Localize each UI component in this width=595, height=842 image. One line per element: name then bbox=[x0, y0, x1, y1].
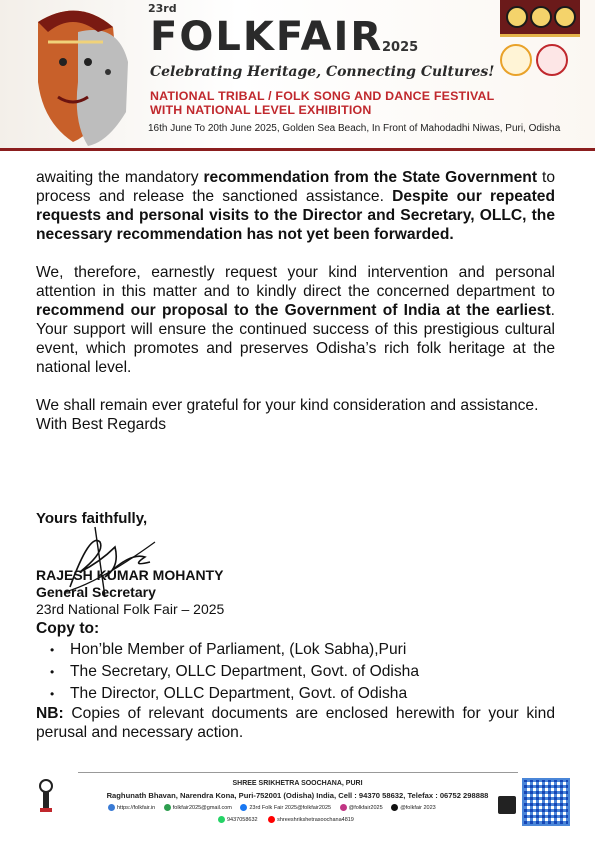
x-text: @folkfair 2023 bbox=[400, 804, 436, 811]
festival-title-line1: NATIONAL TRIBAL / FOLK SONG AND DANCE FESTIVAL bbox=[150, 89, 495, 103]
nb-text: Copies of relevant documents are enclosed herewith for your kind perusal and necessary action. bbox=[36, 705, 555, 741]
folkfair-wordmark: FOLKFAIR bbox=[150, 14, 384, 60]
letterhead-footer bbox=[0, 772, 595, 842]
footer-organization: SHREE SRIKHETRA SOOCHANA, PURI bbox=[232, 780, 363, 787]
footer-address: Raghunath Bhavan, Narendra Kona, Puri-752001 (Odisha) India, Cell : 94370 58632, Telefax : 06752 298888 bbox=[106, 791, 489, 800]
youtube-text: shreeshrikshetrasoochana4819 bbox=[277, 816, 354, 823]
x-icon bbox=[391, 804, 398, 811]
partner-logo-icon bbox=[500, 44, 532, 76]
whatsapp-icon bbox=[218, 816, 225, 823]
ollc-logo-icon bbox=[536, 44, 568, 76]
closing-line: Yours faithfully, bbox=[36, 510, 148, 527]
list-item: • The Secretary, OLLC Department, Govt. of Odisha bbox=[50, 661, 419, 683]
jagannath-deities-icon bbox=[500, 0, 580, 37]
youtube-contact[interactable] bbox=[268, 816, 354, 823]
whatsapp-text: 9437058632 bbox=[227, 816, 258, 823]
facebook-text: 23rd Folk Fair 2025@folkfair2025 bbox=[249, 804, 332, 811]
festival-title-line2: WITH NATIONAL LEVEL EXHIBITION bbox=[150, 103, 372, 117]
footer-divider bbox=[78, 772, 518, 773]
tagline: Celebrating Heritage, Connecting Cultures! bbox=[150, 64, 495, 80]
text-run: awaiting the mandatory bbox=[36, 169, 204, 186]
website-contact[interactable] bbox=[108, 804, 155, 811]
facebook-contact[interactable] bbox=[240, 804, 331, 811]
text-run: to process and release the sanctioned assistance. bbox=[36, 169, 556, 205]
list-item: • The Director, OLLC Department, Govt. of Odisha bbox=[50, 683, 419, 705]
nb-label: NB: bbox=[36, 705, 64, 722]
edition-label: 23rd bbox=[148, 2, 177, 15]
footer-contacts-2 bbox=[218, 816, 363, 823]
footer-contacts bbox=[108, 804, 508, 811]
signatory-event: 23rd National Folk Fair – 2025 bbox=[36, 601, 225, 617]
facebook-icon bbox=[240, 804, 247, 811]
signatory-designation: General Secretary bbox=[36, 584, 156, 600]
email-text: folkfair2025@gmail.com bbox=[172, 804, 232, 811]
instagram-contact[interactable] bbox=[340, 804, 383, 811]
year-label: 2025 bbox=[382, 40, 419, 55]
qr-code-icon bbox=[522, 778, 570, 826]
website-text: https://folkfair.in bbox=[117, 804, 156, 811]
text-run: . Your support will ensure the continued success of this prestigious cultural event, which promotes and preserves Odisha’s rich folk heritage at the national level. bbox=[36, 302, 555, 376]
globe-icon bbox=[108, 804, 115, 811]
event-venue: 16th June To 20th June 2025, Golden Sea Beach, In Front of Mahodadhi Niwas, Puri, Odisha bbox=[148, 123, 561, 134]
paragraph-3: We shall remain ever grateful for your kind consideration and assistance. bbox=[36, 397, 539, 414]
paragraph-1 bbox=[36, 168, 555, 244]
whatsapp-contact[interactable] bbox=[218, 816, 258, 823]
paragraph-2 bbox=[36, 263, 555, 377]
instagram-text: @folkfair2025 bbox=[348, 804, 383, 811]
youtube-icon bbox=[268, 816, 275, 823]
copy-to-list bbox=[50, 639, 419, 705]
letterhead-header bbox=[0, 0, 595, 152]
bold-text-run: recommend our proposal to the Government of India at the earliest bbox=[36, 302, 551, 319]
x-contact[interactable] bbox=[391, 804, 436, 811]
email-contact[interactable] bbox=[164, 804, 232, 811]
bold-text-run: recommendation from the State Government bbox=[203, 169, 538, 186]
tribal-faces-icon bbox=[18, 2, 138, 148]
instagram-icon bbox=[340, 804, 347, 811]
handwritten-signature bbox=[60, 512, 160, 602]
header-divider bbox=[0, 148, 595, 151]
bold-text-run: Despite our repeated requests and personal visits to the Director and Secretary, OLLC, the necessary recommendation has not yet been forwarded. bbox=[36, 188, 555, 243]
text-run: We, therefore, earnestly request your kind intervention and personal attention in this matter and to kindly direct the concerned department to bbox=[36, 264, 555, 300]
signatory-name: RAJESH KUMAR MOHANTY bbox=[36, 567, 224, 583]
mail-icon bbox=[164, 804, 171, 811]
brand-badge-icon bbox=[498, 796, 516, 814]
list-item: • Hon’ble Member of Parliament, (Lok Sabha),Puri bbox=[50, 639, 419, 661]
nb-note bbox=[36, 704, 555, 742]
regards-line: With Best Regards bbox=[36, 416, 166, 433]
letter-body bbox=[36, 168, 555, 434]
copy-to-heading: Copy to: bbox=[36, 620, 100, 637]
